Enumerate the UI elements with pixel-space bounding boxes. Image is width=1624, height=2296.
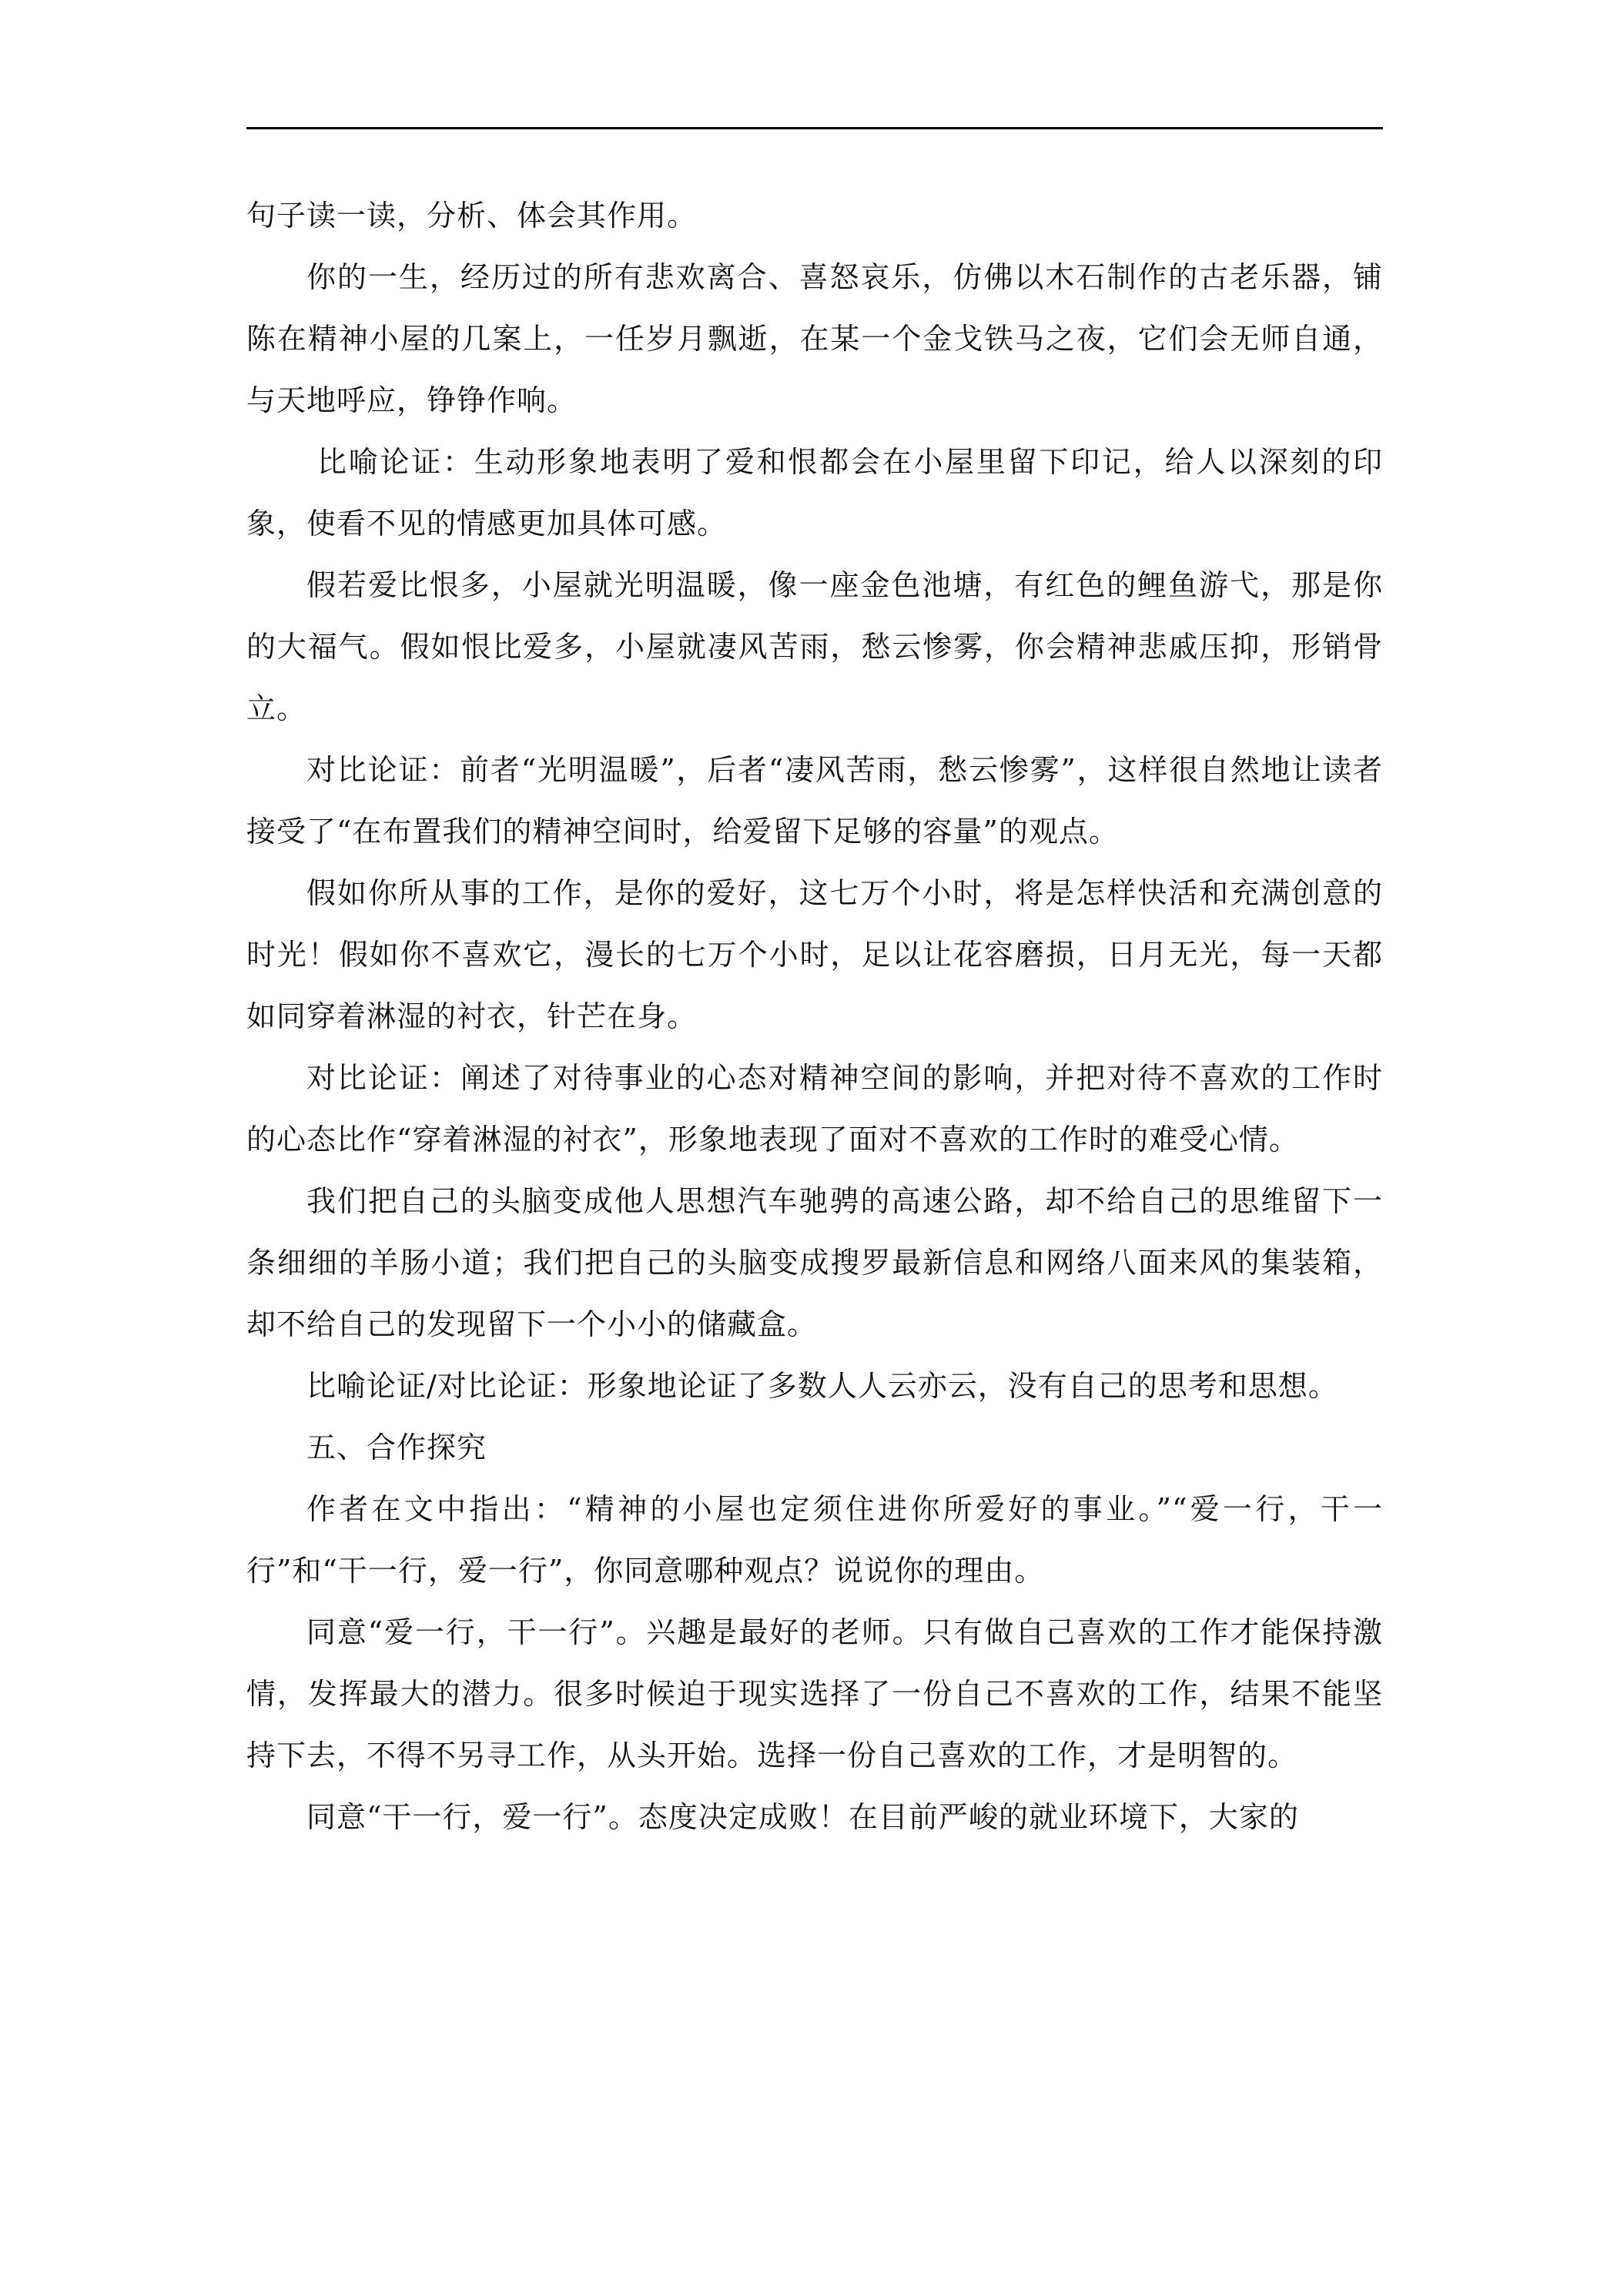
analysis-paragraph: 比喻论证：生动形象地表明了爱和恨都会在小屋里留下印记，给人以深刻的印象，使看不见的情感更加具体可感。 [246, 445, 1383, 541]
section-heading: 五、合作探究 [306, 1431, 487, 1464]
header-rule [246, 127, 1383, 129]
analysis-paragraph: 对比论证：前者“光明温暖”，后者“凄风苦雨，愁云惨雾”，这样很自然地让读者接受了“在布置我们的精神空间时，给爱留下足够的容量”的观点。 [246, 753, 1383, 848]
paragraph-continuation: 句子读一读，分析、体会其作用。 [246, 199, 698, 233]
analysis-paragraph: 对比论证：阐述了对待事业的心态对精神空间的影响，并把对待不喜欢的工作时的心态比作“穿着淋湿的衬衣”，形象地表现了面对不喜欢的工作时的难受心情。 [246, 1061, 1383, 1156]
question-paragraph: 作者在文中指出：“精神的小屋也定须住进你所爱好的事业。”“爱一行，干一行”和“干一行，爱一行”，你同意哪种观点？说说你的理由。 [246, 1492, 1383, 1588]
analysis-paragraph: 比喻论证/对比论证：形象地论证了多数人人云亦云，没有自己的思考和思想。 [306, 1369, 1338, 1403]
answer-paragraph: 同意“干一行，爱一行”。态度决定成败！在目前严峻的就业环境下，大家的 [306, 1800, 1299, 1834]
answer-paragraph: 同意“爱一行，干一行”。兴趣是最好的老师。只有做自己喜欢的工作才能保持激情，发挥最大的潜力。很多时候迫于现实选择了一份自己不喜欢的工作，结果不能坚持下去，不得不另寻工作，从头开始。选择一份自己喜欢的工作，才是明智的。 [246, 1615, 1383, 1772]
quote-paragraph: 你的一生，经历过的所有悲欢离合、喜怒哀乐，仿佛以木石制作的古老乐器，铺陈在精神小屋的几案上，一任岁月飘逝，在某一个金戈铁马之夜，它们会无师自通，与天地呼应，铮铮作响。 [246, 260, 1383, 417]
quote-paragraph: 我们把自己的头脑变成他人思想汽车驰骋的高速公路，却不给自己的思维留下一条细细的羊肠小道；我们把自己的头脑变成搜罗最新信息和网络八面来风的集装箱，却不给自己的发现留下一个小小的储藏盒。 [246, 1184, 1383, 1341]
quote-paragraph: 假若爱比恨多，小屋就光明温暖，像一座金色池塘，有红色的鲤鱼游弋，那是你的大福气。假如恨比爱多，小屋就凄风苦雨，愁云惨雾，你会精神悲戚压抑，形销骨立。 [246, 568, 1383, 725]
quote-paragraph: 假如你所从事的工作，是你的爱好，这七万个小时，将是怎样快活和充满创意的时光！假如你不喜欢它，漫长的七万个小时，足以让花容磨损，日月无光，每一天都如同穿着淋湿的衬衣，针芒在身。 [246, 876, 1383, 1033]
document-body [246, 185, 1383, 1848]
